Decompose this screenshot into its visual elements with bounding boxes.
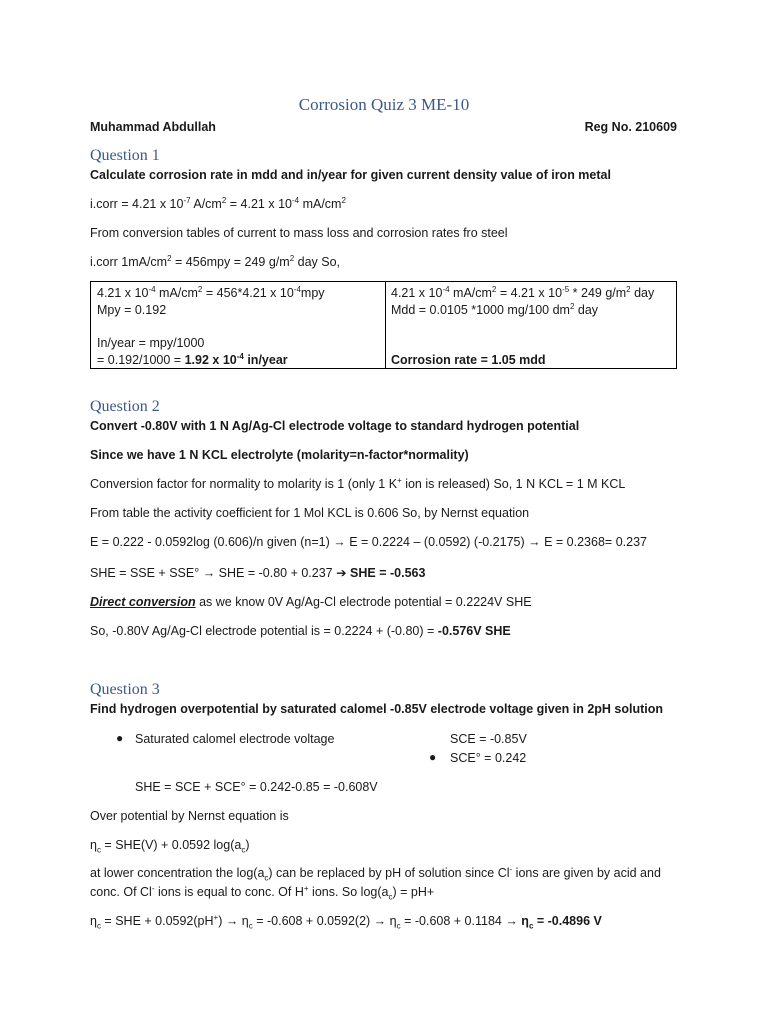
question-1-prompt: Calculate corrosion rate in mdd and in/year for given current density value of iron metal [90,168,611,182]
q3-paragraph-line-2: conc. Of Cl- ions is equal to conc. Of H+ ions. So $\log(a_c) = pH+$ [90,883,435,902]
bullet-icon: ● [429,750,437,764]
q3-she-line: SHE = SCE + SCE° = 0.242-0.85 = -0.608V [135,780,378,794]
question-2-heading: Question 2 [90,398,160,415]
q2-nernst-line: E = 0.222 - 0.0592log (0.606)/n given (n=1) → E = 0.2224 – (0.0592) (-0.2175) → E = 0.2368= 0.237 [90,535,647,549]
question-3-prompt: Find hydrogen overpotential by saturated calomel -0.85V electrode voltage given in 2pH solution [90,702,664,716]
q2-electrolyte-line: Since we have 1 N KCL electrolyte (molarity=n-factor*normality) [90,448,469,462]
table-right-row-1: 4.21 x $10^{-4}$ $mA/cm^2 = 4.21$ x $10^{-5} * 249$ $g/m^2$ day [391,284,655,300]
question-1-heading: Question 1 [90,147,160,164]
q3-eta-equation: $\eta_c = SHE(V) + 0.0592$ $\log(a_c)$ [90,838,250,855]
q3-bullet-1: Saturated calomel electrode voltage [135,732,335,746]
registration-number: Reg No. 210609 [584,120,677,134]
question-2-prompt: Convert -0.80V with 1 N Ag/Ag-Cl electrode voltage to standard hydrogen potential [90,419,580,433]
q3-overpotential-text: Over potential by Nernst equation is [90,809,289,823]
q3-bullet-2: SCE° = 0.242 [450,751,527,765]
q2-result-line: So, -0.80V Ag/Ag-Cl electrode potential is = 0.2224 + (-0.80) = -0.576V SHE [90,624,511,638]
q2-normality-line: Conversion factor for normality to molarity is 1 (only 1 K+ ion is released) So, 1 N KCL = 1 M KCL [90,475,626,491]
question-3-heading: Question 3 [90,681,160,698]
q3-final-equation: $\eta_c$ = SHE + $0.0592(pH^+) \to \eta_c = -0.608 + 0.0592(2) \to \eta_c = -0.608 + 0.1184 \to \eta_c = -0.4896$ V [90,912,602,931]
q2-activity-line: From table the activity coefficient for 1 Mol KCL is 0.606 So, by Nernst equation [90,506,530,520]
q2-she-line: SHE = SSE + SSE° → SHE = -0.80 + 0.237 ➔ SHE = -0.563 [90,566,426,580]
q2-direct-conversion-line: Direct conversion as we know 0V Ag/Ag-Cl electrode potential = 0.2224V SHE [90,595,532,609]
table-left-row-3: In/year = mpy/1000 [97,336,205,350]
q1-current-density-line: i.corr = 4.21 x $10^{-7}$ $A/cm^2 = 4.21$ x $10^{-4}$ $mA/cm^2$ [90,195,346,211]
document-title: Corrosion Quiz 3 ME-10 [298,95,470,114]
q3-sce-value: SCE = -0.85V [450,732,527,746]
table-left-row-1: 4.21 x $10^{-4}$ $mA/cm^2 = 456*4.21$ x $10^{-4}mpy$ [97,284,325,300]
table-left-row-2: Mpy = 0.192 [97,303,167,317]
table-left-row-4: = 0.192/1000 = 1.92 x $10^{-4}$ in/year [97,351,288,367]
table-right-row-2: Mdd = 0.0105 *1000 mg/100 $dm^2$ day [391,301,599,317]
q1-calculation-table [90,281,677,369]
table-right-row-4: Corrosion rate = 1.05 mdd [391,353,546,367]
q1-conversion-text: From conversion tables of current to mass loss and corrosion rates fro steel [90,226,508,240]
student-name: Muhammad Abdullah [90,120,216,134]
table-divider [385,282,386,368]
q1-conversion-factor: i.corr $1mA/cm^2 = 456mpy = 249$ $g/m^2$ day So, [90,253,341,269]
bullet-icon: ● [116,731,124,745]
q3-paragraph-line-1: at lower concentration the $\log(a_c)$ can be replaced by pH of solution since Cl- ions are given by acid and [90,864,661,883]
